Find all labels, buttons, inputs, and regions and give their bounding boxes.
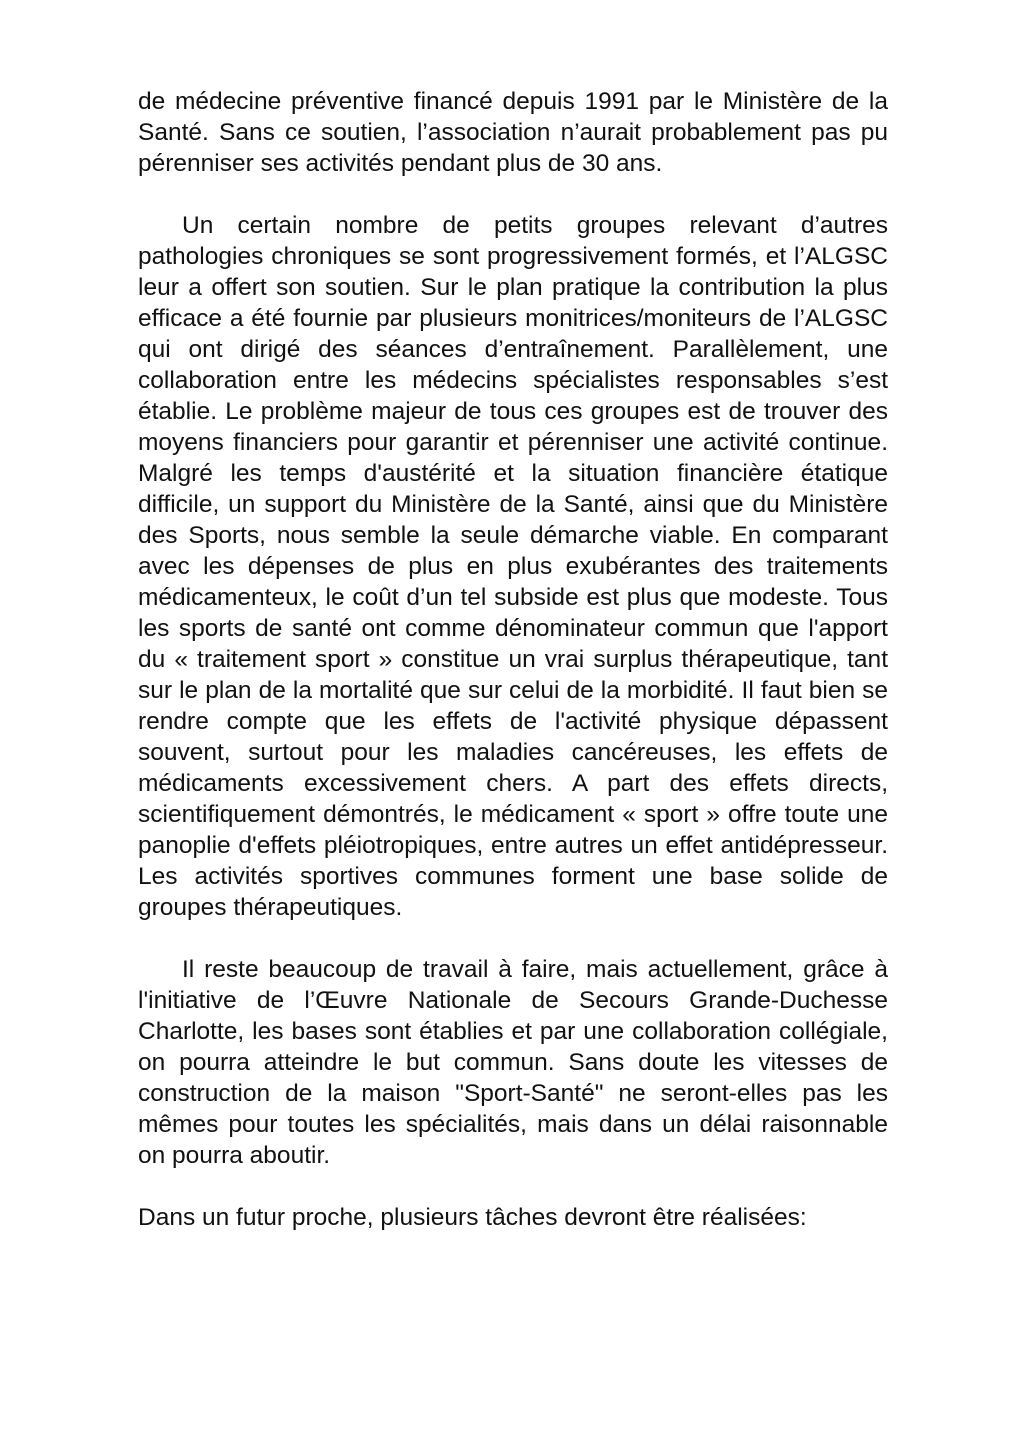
document-page [138, 86, 888, 1233]
paragraph-1: de médecine préventive financé depuis 1991 par le Ministère de la Santé. Sans ce soutien, l’association n’aurait probablement pas pu pérenniser ses activités pendant plus de 30 ans. [138, 88, 888, 177]
paragraph-3: Il reste beaucoup de travail à faire, mais actuellement, grâce à l'initiative de l’Œuvre Nationale de Secours Grande-Duchesse Charlotte, les bases sont établies et par une collaboration collégiale, on pourra atteindre le but commun. Sans doute les vitesses de construction de la maison "Sport-Santé" ne seront-elles pas les mêmes pour toutes les spécialités, mais dans un délai raisonnable on pourra aboutir. [138, 956, 888, 1169]
paragraph-4: Dans un futur proche, plusieurs tâches devront être réalisées: [138, 1204, 807, 1231]
paragraph-2: Un certain nombre de petits groupes relevant d’autres pathologies chroniques se sont progressivement formés, et l’ALGSC leur a offert son soutien. Sur le plan pratique la contribution la plus efficace a été fournie par plusieurs monitrices/moniteurs de l’ALGSC qui ont dirigé des séances d’entraînement. Parallèlement, une collaboration entre les médecins spécialistes responsables s’est établie. Le problème majeur de tous ces groupes est de trouver des moyens financiers pour garantir et pérenniser une activité continue. Malgré les temps d'austérité et la situation financière étatique difficile, un support du Ministère de la Santé, ainsi que du Ministère des Sports, nous semble la seule démarche viable. En comparant avec les dépenses de plus en plus exubérantes des traitements médicamenteux, le coût d’un tel subside est plus que modeste. Tous les sports de santé ont comme dénominateur commun que l'apport du « traitement sport » constitue un vrai surplus thérapeutique, tant sur le plan de la mortalité que sur celui de la morbidité. Il faut bien se rendre compte que les effets de l'activité physique dépassent souvent, surtout pour les maladies cancéreuses, les effets de médicaments excessivement chers. A part des effets directs, scientifiquement démontrés, le médicament « sport » offre toute une panoplie d'effets pléiotropiques, entre autres un effet antidépresseur. Les activités sportives communes forment une base solide de groupes thérapeutiques. [138, 212, 888, 921]
